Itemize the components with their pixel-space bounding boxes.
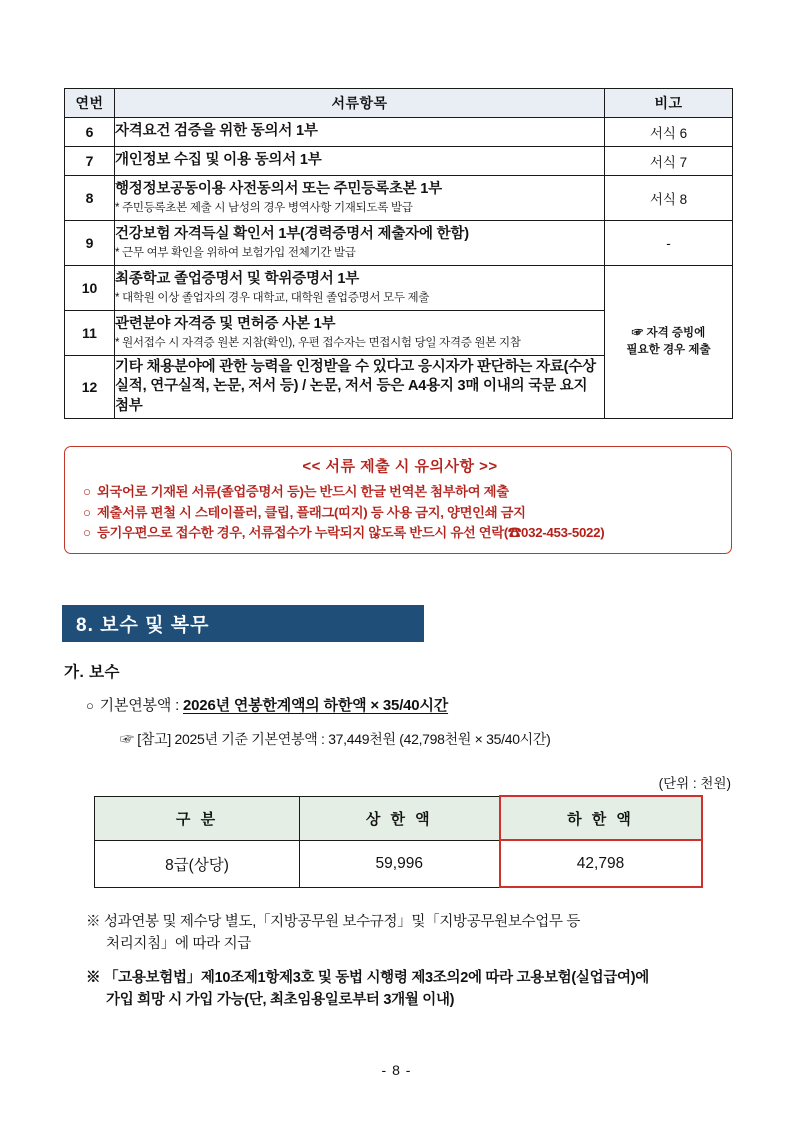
row-item-main: 관련분야 자격증 및 면허증 사본 1부 xyxy=(115,315,336,332)
documents-table xyxy=(64,88,733,419)
salary-row xyxy=(95,840,702,887)
base-salary-line xyxy=(86,694,448,715)
salary-grade: 8급(상당) xyxy=(95,840,300,887)
row-item-main: 건강보험 자격득실 확인서 1부(경력증명서 제출자에 한함) xyxy=(115,225,469,242)
page-number: - 8 - xyxy=(381,1062,412,1078)
table-row xyxy=(65,221,733,266)
row-item-main: 개인정보 수집 및 이용 동의서 1부 xyxy=(115,152,322,169)
table-header-row xyxy=(65,89,733,118)
reference-note-text: [참고] 2025년 기준 기본연봉액 : 37,449천원 (42,798천원 × 35/40시간) xyxy=(137,731,551,747)
footnote-1-line1: 성과연봉 및 제수당 별도,「지방공무원 보수규정」및「지방공무원보수업무 등 xyxy=(103,914,581,930)
row-note: 서식 6 xyxy=(605,118,733,147)
salary-header-row xyxy=(95,796,702,840)
header-note: 비고 xyxy=(605,89,733,118)
row-item-sub: * 근무 여부 확인을 위하여 보험가입 전체기간 발급 xyxy=(115,246,356,259)
notice-bullet-icon: ○ xyxy=(83,525,91,541)
row-no: 12 xyxy=(65,356,115,419)
row-item xyxy=(115,356,605,419)
section-heading: 8. 보수 및 복무 xyxy=(62,605,424,642)
row-item-sub: * 주민등록초본 제출 시 남성의 경우 병역사항 기재되도록 발급 xyxy=(115,201,413,214)
row-note: - xyxy=(605,221,733,266)
table-row xyxy=(65,147,733,176)
row-item-main: 기타 채용분야에 관한 능력을 인정받을 수 있다고 응시자가 판단하는 자료(수상실적, 연구실적, 논문, 저서 등) / 논문, 저서 등은 A4용지 3매 이내의 국문 요지 첨부 xyxy=(115,359,596,414)
notice-item xyxy=(79,503,721,524)
notice-bullet-icon: ○ xyxy=(83,504,91,520)
header-item: 서류항목 xyxy=(115,89,605,118)
notice-title: << 서류 제출 시 유의사항 >> xyxy=(302,458,498,475)
salary-table xyxy=(94,795,703,888)
footnote-1-line2: 처리지침」에 따라 지급 xyxy=(106,935,252,952)
header-no: 연번 xyxy=(65,89,115,118)
footnote-mark: ※ xyxy=(86,970,101,986)
base-salary-value: 2026년 연봉한계액의 하한액 × 35/40시간 xyxy=(183,697,449,714)
row-note: 서식 8 xyxy=(605,176,733,221)
row-no: 9 xyxy=(65,221,115,266)
row-item-main: 자격요건 검증을 위한 동의서 1부 xyxy=(115,123,318,140)
notice-item-text: 제출서류 편철 시 스테이플러, 클립, 플래그(띠지) 등 사용 금지, 양면인쇄 금지 xyxy=(97,504,526,520)
salary-header-lower: 하 한 액 xyxy=(500,796,702,840)
row-item xyxy=(115,266,605,311)
footnote-2-line1: 「고용보험법」제10조제1항제3호 및 동법 시행령 제3조의2에 따라 고용보험(실업급여)에 xyxy=(103,970,649,986)
row-item xyxy=(115,118,605,147)
notice-item-text: 등기우편으로 접수한 경우, 서류접수가 누락되지 않도록 반드시 유선 연락(☎032-453-5022) xyxy=(97,525,605,541)
row-item-sub: * 대학원 이상 졸업자의 경우 대학교, 대학원 졸업증명서 모두 제출 xyxy=(115,291,430,304)
row-note-merged xyxy=(605,266,733,419)
bullet-circle-icon: ○ xyxy=(86,698,94,713)
row-no: 7 xyxy=(65,147,115,176)
salary-lower: 42,798 xyxy=(500,840,702,887)
row-item-sub: * 원서접수 시 자격증 원본 지참(확인), 우편 접수자는 면접시험 당일 자격증 원본 지참 xyxy=(115,336,521,349)
table-row xyxy=(65,266,733,311)
row-no: 11 xyxy=(65,311,115,356)
footnote-1 xyxy=(86,912,716,956)
footnote-mark: ※ xyxy=(86,914,101,930)
notice-item-text: 외국어로 기재된 서류(졸업증명서 등)는 반드시 한글 번역본 첨부하여 제출 xyxy=(97,484,509,499)
row-item xyxy=(115,311,605,356)
salary-header-upper: 상 한 액 xyxy=(300,796,500,840)
base-salary-prefix: 기본연봉액 : xyxy=(99,697,184,714)
notice-bullet-icon: ○ xyxy=(83,484,91,499)
row-note: 서식 7 xyxy=(605,147,733,176)
row-no: 8 xyxy=(65,176,115,221)
salary-header-grade: 구 분 xyxy=(95,796,300,840)
submission-notice-box xyxy=(64,446,732,554)
row-item-main: 최종학교 졸업증명서 및 학위증명서 1부 xyxy=(115,270,360,287)
row-item-main: 행정정보공동이용 사전동의서 또는 주민등록초본 1부 xyxy=(115,180,442,197)
row-item xyxy=(115,147,605,176)
footnote-2 xyxy=(86,968,716,1012)
notice-item xyxy=(79,523,721,544)
row-item xyxy=(115,221,605,266)
row-no: 6 xyxy=(65,118,115,147)
sub-heading: 가. 보수 xyxy=(64,664,121,681)
row-no: 10 xyxy=(65,266,115,311)
reference-note-line xyxy=(120,729,551,749)
pointing-hand-icon: ☞ xyxy=(120,731,134,747)
unit-label: (단위 : 천원) xyxy=(658,776,731,791)
footnote-2-line2: 가입 희망 시 가입 가능(단, 최초임용일로부터 3개월 이내) xyxy=(106,991,455,1008)
salary-upper: 59,996 xyxy=(300,840,500,887)
table-row xyxy=(65,118,733,147)
notice-item xyxy=(79,482,721,503)
row-item xyxy=(115,176,605,221)
table-row xyxy=(65,176,733,221)
row-note-text: ☞ 자격 증빙에 필요한 경우 제출 xyxy=(626,327,711,356)
